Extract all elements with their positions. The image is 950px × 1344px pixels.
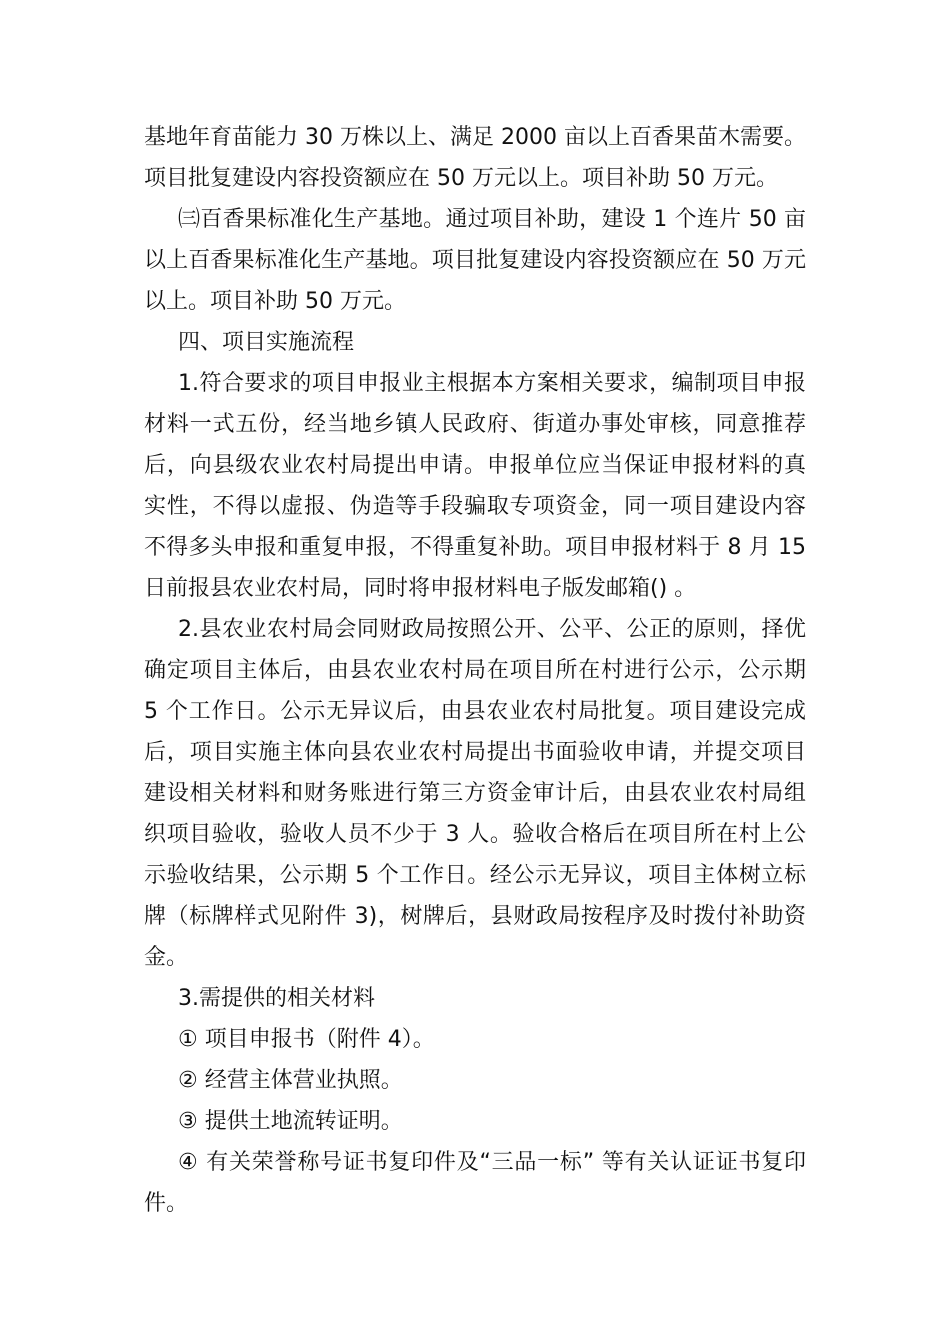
text-line: ㈢百香果标准化生产基地。通过项目补助，建设 1 个连片 50 亩 [178,207,806,232]
text-line: 后，项目实施主体向县农业农村局提出书面验收申请，并提交项目 [144,740,806,765]
text-line: 项目批复建设内容投资额应在 50 万元以上。项目补助 50 万元。 [144,166,778,191]
text-line: 以上百香果标准化生产基地。项目批复建设内容投资额应在 50 万元 [144,248,806,273]
text-line: 确定项目主体后，由县农业农村局在项目所在村进行公示，公示期 [144,658,806,683]
text-line: ③ 提供土地流转证明。 [178,1109,403,1134]
text-line: 不得多头申报和重复申报，不得重复补助。项目申报材料于 8 月 15 [144,535,806,560]
text-line: 3.需提供的相关材料 [178,986,375,1011]
text-line: 金。 [144,945,189,970]
text-line: 1.符合要求的项目申报业主根据本方案相关要求，编制项目申报 [178,371,806,396]
text-line: ① 项目申报书（附件 4）。 [178,1027,435,1052]
text-line: 2.县农业农村局会同财政局按照公开、公平、公正的原则，择优 [178,617,806,642]
text-line: 织项目验收，验收人员不少于 3 人。验收合格后在项目所在村上公 [144,822,806,847]
text-line: 5 个工作日。公示无异议后，由县农业农村局批复。项目建设完成 [144,699,806,724]
text-line: 日前报县农业农村局，同时将申报材料电子版发邮箱() 。 [144,576,697,601]
document-page [144,117,806,1224]
text-line: 示验收结果，公示期 5 个工作日。经公示无异议，项目主体树立标 [144,863,806,888]
text-line: 件。 [144,1191,189,1216]
text-line: ④ 有关荣誉称号证书复印件及“三品一标” 等有关认证证书复印 [178,1150,806,1175]
text-line: 材料一式五份，经当地乡镇人民政府、街道办事处审核，同意推荐 [144,412,806,437]
text-line: 四、项目实施流程 [178,330,355,355]
text-line: 建设相关材料和财务账进行第三方资金审计后，由县农业农村局组 [144,781,806,806]
text-line: 实性，不得以虚报、伪造等手段骗取专项资金，同一项目建设内容 [144,494,806,519]
text-line: 牌（标牌样式见附件 3)，树牌后，县财政局按程序及时拨付补助资 [144,904,806,929]
text-line: 以上。项目补助 50 万元。 [144,289,406,314]
text-line: ② 经营主体营业执照。 [178,1068,403,1093]
text-line: 基地年育苗能力 30 万株以上、满足 2000 亩以上百香果苗木需要。 [144,125,806,150]
text-line: 后，向县级农业农村局提出申请。申报单位应当保证申报材料的真 [144,453,806,478]
